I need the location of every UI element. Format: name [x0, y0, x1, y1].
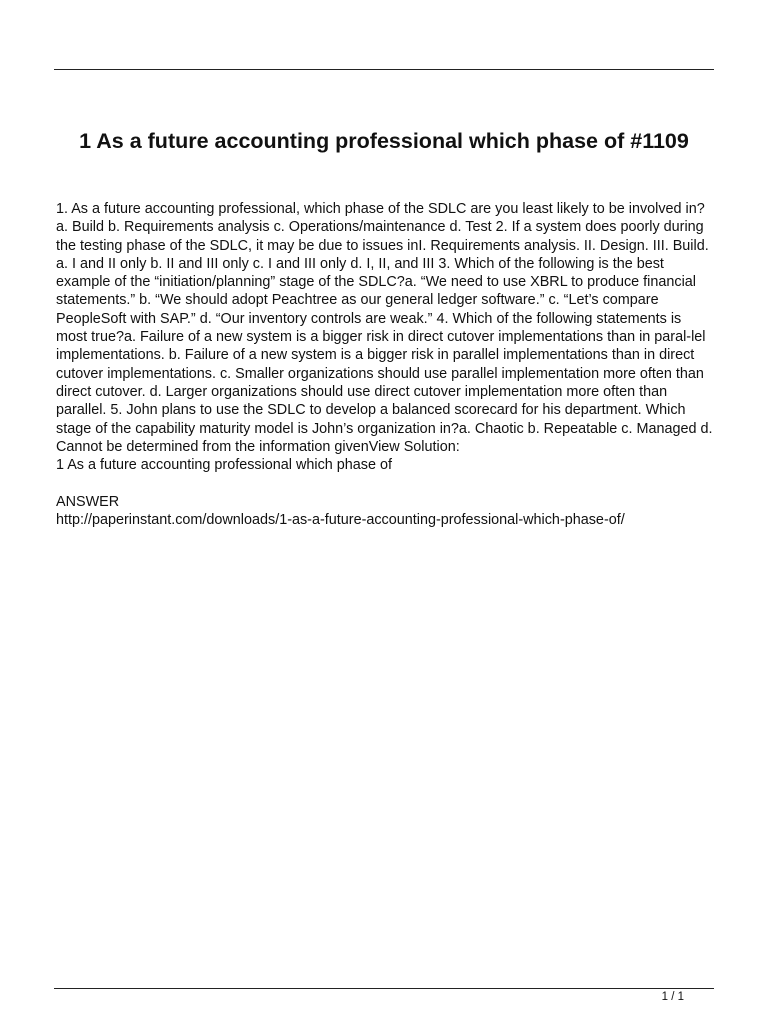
document-title: 1 As a future accounting professional which phase of #1109	[79, 129, 689, 153]
question-paragraph: 1. As a future accounting professional, which phase of the SDLC are you least likely to be involved in?a. Build b. Requirements analysis c. Operations/maintenance d. Test 2. If a system does poorly during the testing phase of the SDLC, it may be due to issues inI. Requirements analysis. II. Design. III. Build. a. I and II only b. II and III only c. I and III only d. I, II, and III 3. Which of the following is the best example of the “initiation/planning” stage of the SDLC?a. “We need to use XBRL to produce financial statements.” b. “We should adopt Peachtree as our general ledger software.” c. “Let’s compare PeopleSoft with SAP.” d. “Our inventory controls are weak.” 4. Which of the following statements is most true?a. Failure of a new system is a bigger risk in direct cutover implementations than in paral-lel implementations. b. Failure of a new system is a bigger risk in parallel implementations than in direct cutover implementations. c. Smaller organizations should use parallel implementation more often than direct cutover. d. Larger organizations should use direct cutover implementation more often than parallel. 5. John plans to use the SDLC to develop a balanced scorecard for his department. Which stage of the capability maturity model is John’s organization in?a. Chaotic b. Repeatable c. Managed d. Cannot be determined from the information givenView Solution:	[56, 201, 713, 455]
top-divider	[54, 69, 714, 70]
answer-label: ANSWER	[56, 493, 120, 510]
document-body	[56, 200, 716, 529]
page-number: 1 / 1	[661, 991, 684, 1003]
bottom-divider	[54, 988, 714, 989]
answer-block	[56, 493, 716, 530]
repeated-title-line: 1 As a future accounting professional which phase of	[56, 457, 392, 474]
answer-link[interactable]: http://paperinstant.com/downloads/1-as-a-future-accounting-professional-which-phase-of/	[56, 512, 625, 529]
